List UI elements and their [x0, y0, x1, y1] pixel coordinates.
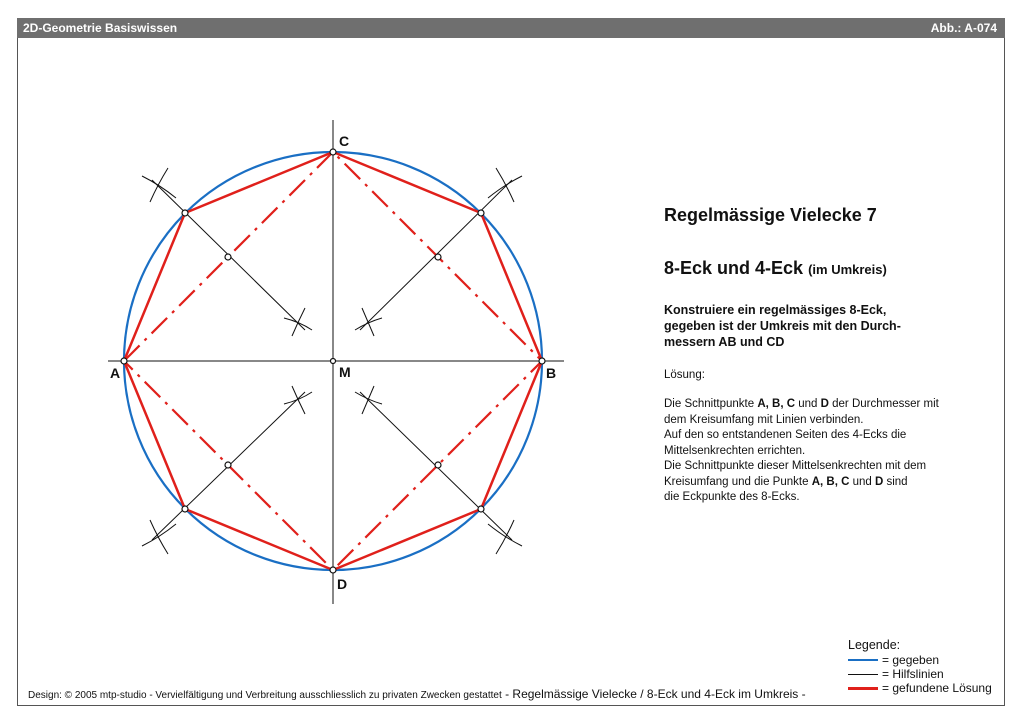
- solution-line: Mittelsenkrechten errichten.: [664, 444, 806, 457]
- subtitle: [664, 258, 887, 279]
- task-line: Konstruiere ein regelmässiges 8-Eck,: [664, 303, 887, 317]
- legend-found-label: = gefundene Lösung: [882, 681, 992, 695]
- legend: [848, 638, 992, 695]
- point-c-marker: [330, 149, 336, 155]
- point-b-marker: [539, 358, 545, 364]
- point-a-marker: [121, 358, 127, 364]
- point-b-label: B: [546, 365, 557, 381]
- point-a-label: A: [110, 365, 121, 381]
- footer: [28, 687, 806, 701]
- point-c-label: C: [339, 133, 350, 149]
- legend-given-label: = gegeben: [882, 653, 940, 667]
- footer-credit: Design: © 2005 mtp-studio - Vervielfältigung und Verbreitung ausschliesslich zu privaten Zwecken gestattet: [28, 690, 502, 701]
- point-d-marker: [330, 567, 336, 573]
- solution-bold-part: A, B, C: [811, 475, 850, 488]
- legend-row-help: [848, 667, 992, 681]
- midpoint-ac: [225, 254, 231, 260]
- midpoint-cb: [435, 254, 441, 260]
- legend-title: Legende:: [848, 638, 901, 652]
- footer-topic: - Regelmässige Vielecke / 8-Eck und 4-Eck im Umkreis -: [501, 687, 806, 701]
- solution-text-part: und: [795, 398, 821, 410]
- legend-row-given: [848, 653, 992, 667]
- legend-given-swatch: [848, 659, 878, 661]
- solution-bold-part: D: [820, 398, 829, 410]
- point-m-marker: [331, 359, 336, 364]
- task-line: messern AB und CD: [664, 335, 785, 349]
- solution-text: [664, 397, 984, 506]
- midpoint-db: [435, 462, 441, 468]
- octagon-vertex-sw: [182, 506, 188, 512]
- solution-text-part: sind: [883, 475, 908, 488]
- point-m-label: M: [339, 364, 351, 380]
- subtitle-main: 8-Eck und 4-Eck: [664, 258, 804, 278]
- solution-text-part: Die Schnittpunkte: [664, 398, 758, 410]
- task-description: [664, 302, 964, 350]
- page-title: Regelmässige Vielecke 7: [664, 205, 877, 225]
- solution-line: dem Kreisumfang mit Linien verbinden.: [664, 413, 864, 426]
- octagon-vertex-ne: [478, 210, 484, 216]
- solution-line: Auf den so entstandenen Seiten des 4-Ecks die: [664, 429, 907, 441]
- header-topic: 2D-Geometrie Basiswissen: [23, 21, 178, 35]
- figure-number: Abb.: A-074: [930, 21, 997, 35]
- solution-text-part: und: [849, 475, 875, 488]
- legend-help-swatch: [848, 674, 878, 675]
- solution-label: Lösung:: [664, 369, 705, 381]
- subtitle-small: (im Umkreis): [808, 262, 887, 277]
- midpoint-ad: [225, 462, 231, 468]
- solution-text-part: der Durchmesser mit: [828, 398, 939, 410]
- solution-text-part: Kreisumfang und die Punkte: [664, 475, 812, 488]
- legend-help-label: = Hilfslinien: [882, 667, 944, 681]
- legend-found-swatch: [848, 687, 878, 690]
- solution-line: die Eckpunkte des 8-Ecks.: [664, 491, 800, 503]
- legend-row-found: [848, 681, 992, 695]
- solution-line: [664, 475, 984, 491]
- solution-bold-part: D: [874, 475, 884, 488]
- solution-line: Die Schnittpunkte dieser Mittelsenkrechten mit dem: [664, 460, 927, 472]
- octagon-vertex-nw: [182, 210, 188, 216]
- task-line: gegeben ist der Umkreis mit den Durch-: [664, 319, 901, 333]
- solution-line: [664, 397, 984, 413]
- solution-bold-part: A, B, C: [757, 398, 796, 410]
- point-d-label: D: [337, 576, 348, 592]
- octagon-vertex-se: [478, 506, 484, 512]
